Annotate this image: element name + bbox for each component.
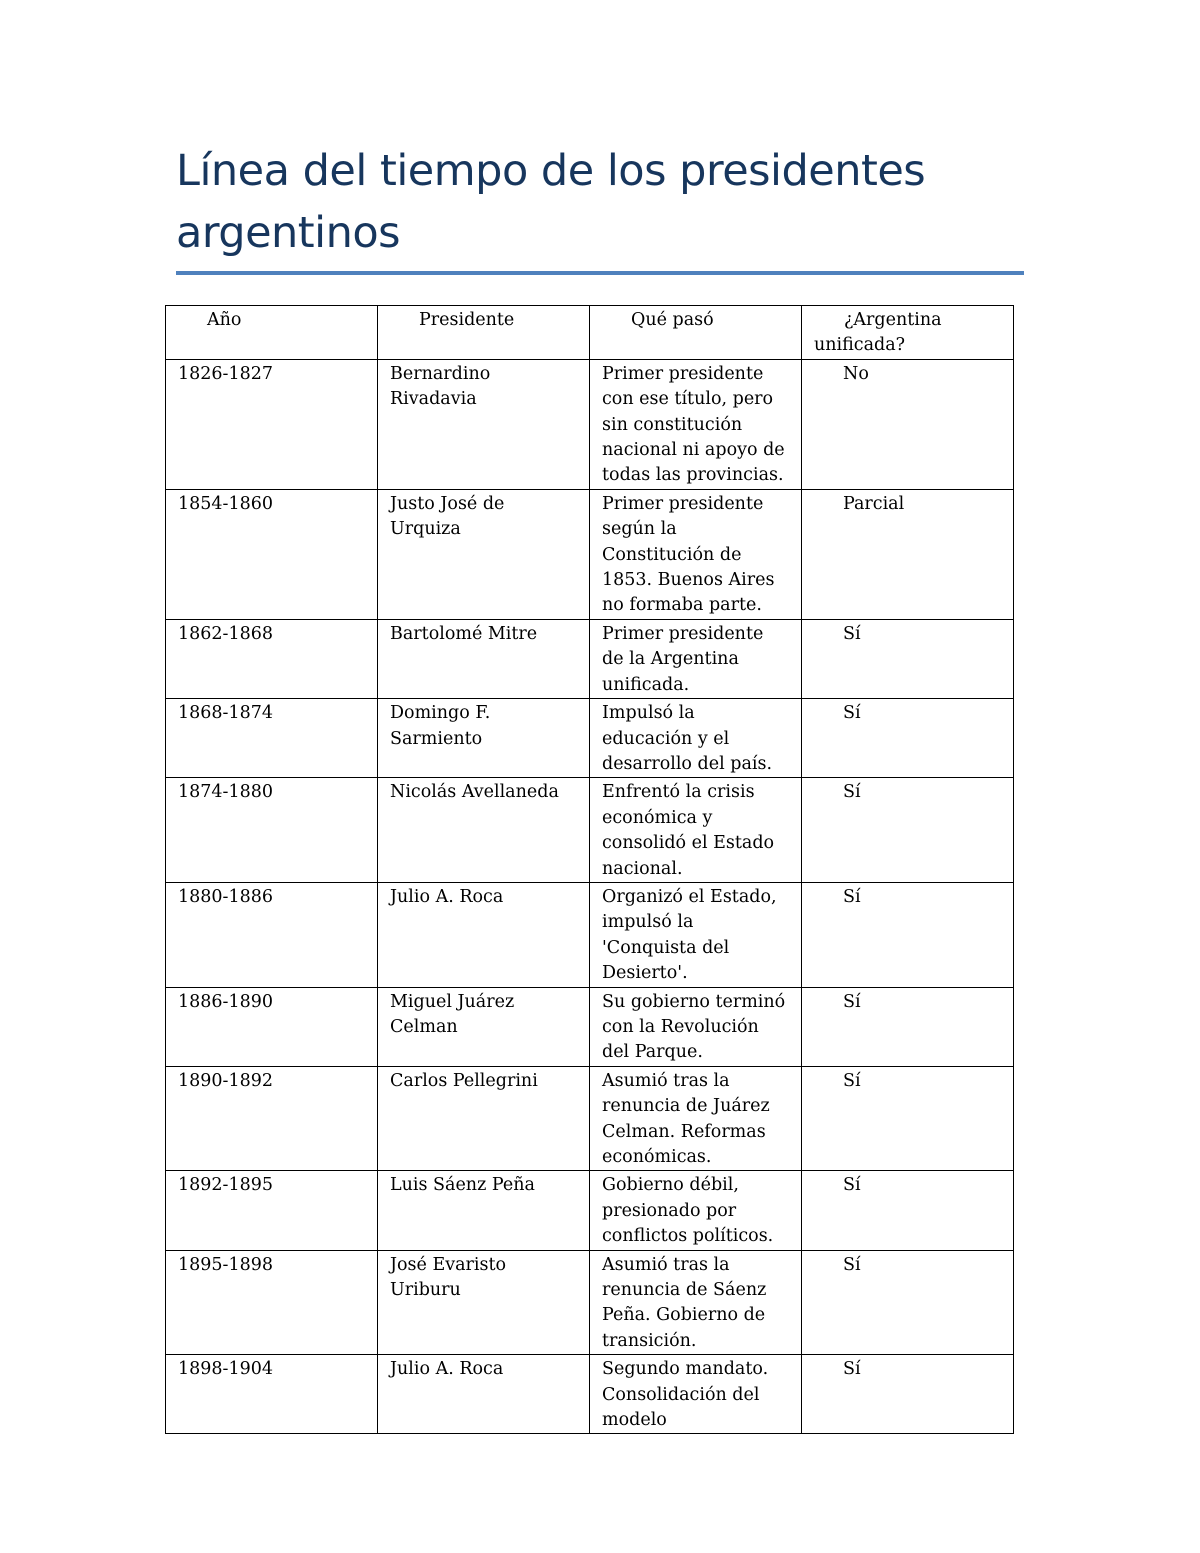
- unified-cell: No: [802, 359, 1014, 489]
- unified-cell: Sí: [802, 778, 1014, 883]
- unified-cell: Sí: [802, 1171, 1014, 1250]
- year-cell: 1862-1868: [166, 619, 378, 698]
- table-row: [166, 699, 1014, 778]
- header-what-happened: Qué pasó: [590, 306, 802, 360]
- unified-cell: Sí: [802, 619, 1014, 698]
- table-row: [166, 1250, 1014, 1355]
- event-cell: Asumió tras la renuncia de Sáenz Peña. Gobierno de transición.: [590, 1250, 802, 1355]
- president-cell: Bartolomé Mitre: [378, 619, 590, 698]
- president-cell: Carlos Pellegrini: [378, 1066, 590, 1171]
- event-cell: Su gobierno terminó con la Revolución del Parque.: [590, 987, 802, 1066]
- title-underline: [176, 271, 1024, 275]
- table-row: [166, 882, 1014, 987]
- president-cell: Domingo F. Sarmiento: [378, 699, 590, 778]
- document-title: Línea del tiempo de los presidentes argentinos: [176, 146, 926, 258]
- unified-cell: Sí: [802, 1250, 1014, 1355]
- table-row: [166, 359, 1014, 489]
- year-cell: 1898-1904: [166, 1355, 378, 1434]
- year-cell: 1890-1892: [166, 1066, 378, 1171]
- header-year: Año: [166, 306, 378, 360]
- year-cell: 1880-1886: [166, 882, 378, 987]
- president-cell: José Evaristo Uriburu: [378, 1250, 590, 1355]
- event-cell: Primer presidente según la Constitución de 1853. Buenos Aires no formaba parte.: [590, 489, 802, 619]
- president-cell: Bernardino Rivadavia: [378, 359, 590, 489]
- president-cell: Miguel Juárez Celman: [378, 987, 590, 1066]
- unified-cell: Parcial: [802, 489, 1014, 619]
- year-cell: 1895-1898: [166, 1250, 378, 1355]
- table-row: [166, 1171, 1014, 1250]
- year-cell: 1826-1827: [166, 359, 378, 489]
- event-cell: Impulsó la educación y el desarrollo del país.: [590, 699, 802, 778]
- president-cell: Nicolás Avellaneda: [378, 778, 590, 883]
- table-row: [166, 1066, 1014, 1171]
- year-cell: 1886-1890: [166, 987, 378, 1066]
- header-president: Presidente: [378, 306, 590, 360]
- year-cell: 1874-1880: [166, 778, 378, 883]
- presidents-table: [165, 305, 1014, 1434]
- event-cell: Primer presidente de la Argentina unificada.: [590, 619, 802, 698]
- table-row: [166, 619, 1014, 698]
- year-cell: 1892-1895: [166, 1171, 378, 1250]
- unified-cell: Sí: [802, 1066, 1014, 1171]
- president-cell: Julio A. Roca: [378, 1355, 590, 1434]
- event-cell: Segundo mandato. Consolidación del modelo: [590, 1355, 802, 1434]
- year-cell: 1868-1874: [166, 699, 378, 778]
- event-cell: Asumió tras la renuncia de Juárez Celman. Reformas económicas.: [590, 1066, 802, 1171]
- unified-cell: Sí: [802, 882, 1014, 987]
- president-cell: Justo José de Urquiza: [378, 489, 590, 619]
- year-cell: 1854-1860: [166, 489, 378, 619]
- event-cell: Primer presidente con ese título, pero sin constitución nacional ni apoyo de todas las provincias.: [590, 359, 802, 489]
- header-unified: ¿Argentina unificada?: [802, 306, 1014, 360]
- table-row: [166, 987, 1014, 1066]
- event-cell: Organizó el Estado, impulsó la 'Conquista del Desierto'.: [590, 882, 802, 987]
- table-row: [166, 1355, 1014, 1434]
- president-cell: Julio A. Roca: [378, 882, 590, 987]
- table-header-row: [166, 306, 1014, 360]
- unified-cell: Sí: [802, 1355, 1014, 1434]
- unified-cell: Sí: [802, 987, 1014, 1066]
- event-cell: Enfrentó la crisis económica y consolidó el Estado nacional.: [590, 778, 802, 883]
- event-cell: Gobierno débil, presionado por conflictos políticos.: [590, 1171, 802, 1250]
- president-cell: Luis Sáenz Peña: [378, 1171, 590, 1250]
- table-row: [166, 489, 1014, 619]
- unified-cell: Sí: [802, 699, 1014, 778]
- table-row: [166, 778, 1014, 883]
